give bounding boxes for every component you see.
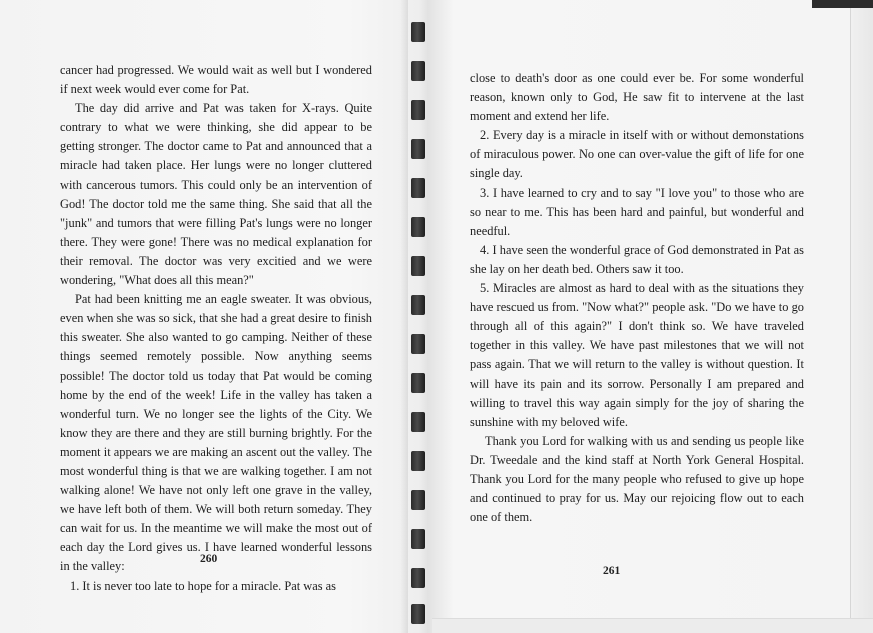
- list-item: 4. I have seen the wonderful grace of God demonstrated in Pat as she lay on her death bed. Others saw it too.: [470, 242, 804, 276]
- paragraph: Pat had been knitting me an eagle sweater. It was obvious, even when she was so sick, that she had a great desire to finish this sweater. She also wanted to go camping. Neither of these things seemed remotely possible. Now anything seems possible! The doctor told us today that Pat would be coming home by the end of the week! Life in the valley has taken a wonderful turn. We no longer see the lights of the City. We know they are there and they are still burning brightly. For the moment it appears we are making an ascent out the valley. The most wonderful thing is that we are walking together. I am not walking alone! We have not only left one grave in the valley, we have left both of them. We will both return someday. They can wait for us. In the meantime we will make the most out of each day the Lord gives us. I have learned wonderful lessons in the valley:: [60, 292, 372, 574]
- page-edge: [850, 0, 873, 620]
- spiral-coil: [411, 61, 425, 81]
- spiral-coil: [411, 178, 425, 198]
- list-item: 1. It is never too late to hope for a miracle. Pat was as: [70, 578, 336, 593]
- left-page: [0, 0, 400, 633]
- page-bottom-edge: [432, 618, 873, 633]
- spiral-binding: [404, 0, 432, 633]
- page-number: 261: [603, 565, 621, 577]
- spiral-coil: [411, 529, 425, 549]
- spiral-coil: [411, 604, 425, 624]
- spiral-coil: [411, 334, 425, 354]
- list-item: 2. Every day is a miracle in itself with or without demonstations of miraculous power. No one can over-value the gift of life for one single day.: [470, 128, 804, 181]
- spiral-coil: [411, 568, 425, 588]
- spiral-coil: [411, 295, 425, 315]
- spiral-coil: [411, 373, 425, 393]
- spiral-coil: [411, 217, 425, 237]
- spiral-coil: [411, 412, 425, 432]
- spiral-coil: [411, 100, 425, 120]
- spiral-coil: [411, 139, 425, 159]
- list-item: 3. I have learned to cry and to say "I love you" to those who are so near to me. This has been hard and painful, but wonderful and needful.: [470, 185, 804, 238]
- left-page-text: [60, 61, 372, 596]
- right-page-text: [470, 69, 804, 527]
- spiral-coil: [411, 490, 425, 510]
- spiral-coil: [411, 451, 425, 471]
- list-item: 5. Miracles are almost as hard to deal with as the situations they have rescued us from. "Now what?" people ask. "Do we have to go through all of this again?" I don't think so. We have traveled together in this valley. We have past milestones that we will not pass again. That we will return to the valley is without question. It will have its pain and its sorrow. Personally I am prepared and willing to travel this way again simply for the joy of sharing the sunshine with my beloved wife.: [470, 281, 804, 429]
- paragraph: Thank you Lord for walking with us and sending us people like Dr. Tweedale and the kind staff at North York General Hospital. Thank you Lord for the many people who refused to give up hope and continued to pray for us. May our rejoicing flow out to each one of them.: [470, 433, 804, 525]
- spiral-coil: [411, 22, 425, 42]
- scan-border: [812, 0, 873, 8]
- paragraph: cancer had progressed. We would wait as well but I wondered if next week would ever come for Pat.: [60, 63, 372, 97]
- spiral-coil: [411, 256, 425, 276]
- paragraph: The day did arrive and Pat was taken for X-rays. Quite contrary to what we were thinking, she did appear to be getting stronger. The doctor came to Pat and announced that a miracle had taken place. Her lungs were no longer cluttered with cancerous tumors. This could only be an intervention of God! The doctor told me the same thing. She said that all the "junk" and tumors that were filling Pat's lungs were no longer there. They were gone! There was no medical explanation for their removal. The doctor was very excitied and we were wondering, "What does all this mean?": [60, 101, 372, 288]
- right-page: [432, 0, 873, 633]
- paragraph: close to death's door as one could ever be. For some wonderful reason, known only to God, He saw fit to intervene at the last moment and extend her life.: [470, 71, 804, 124]
- page-number: 260: [200, 553, 218, 565]
